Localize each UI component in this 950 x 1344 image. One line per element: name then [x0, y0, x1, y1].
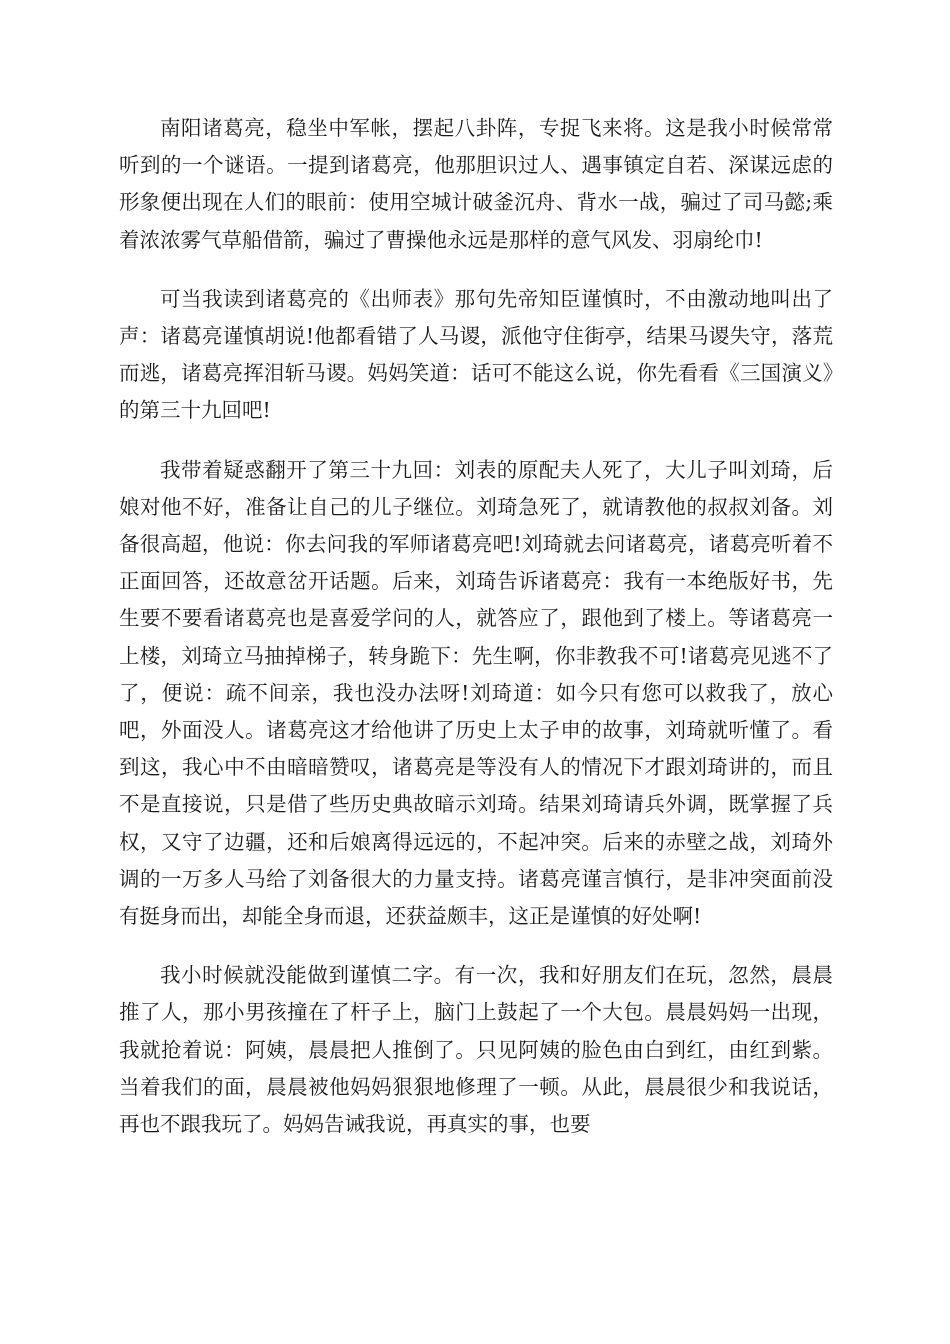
- paragraph-2: 可当我读到诸葛亮的《出师表》那句先帝知臣谨慎时，不由激动地叫出了声：诸葛亮谨慎胡说!他都看错了人马谡，派他守住街亭，结果马谡失守，落荒而逃，诸葛亮挥泪斩马谡。妈妈笑道：话可不能这么说，你先看看《三国演义》的第三十九回吧!: [119, 286, 833, 423]
- paragraph-3: 我带着疑惑翻开了第三十九回：刘表的原配夫人死了，大儿子叫刘琦，后娘对他不好，准备让自己的儿子继位。刘琦急死了，就请教他的叔叔刘备。刘备很高超，他说：你去问我的军师诸葛亮吧!刘琦就去问诸葛亮，诸葛亮听着不正面回答，还故意岔开话题。后来，刘琦告诉诸葛亮：我有一本绝版好书，先生要不要看诸葛亮也是喜爱学问的人，就答应了，跟他到了楼上。等诸葛亮一上楼，刘琦立马抽掉梯子，转身跪下：先生啊，你非教我不可!诸葛亮见逃不了了，便说：疏不间亲，我也没办法呀!刘琦道：如今只有您可以救我了，放心吧，外面没人。诸葛亮这才给他讲了历史上太子申的故事，刘琦就听懂了。看到这，我心中不由暗暗赞叹，诸葛亮是等没有人的情况下才跟刘琦讲的，而且不是直接说，只是借了些历史典故暗示刘琦。结果刘琦请兵外调，既掌握了兵权，又守了边疆，还和后娘离得远远的，不起冲突。后来的赤壁之战，刘琦外调的一万多人马给了刘备很大的力量支持。诸葛亮谨言慎行，是非冲突面前没有挺身而出，却能全身而退，还获益颇丰，这正是谨慎的好处啊!: [119, 457, 833, 929]
- paragraph-1: 南阳诸葛亮，稳坐中军帐，摆起八卦阵，专捉飞来将。这是我小时候常常听到的一个谜语。一提到诸葛亮，他那胆识过人、遇事镇定自若、深谋远虑的形象便出现在人们的眼前：使用空城计破釜沉舟、背水一战，骗过了司马懿;乘着浓浓雾气草船借箭，骗过了曹操他永远是那样的意气风发、羽扇纶巾!: [119, 116, 833, 252]
- paragraph-4: 我小时候就没能做到谨慎二字。有一次，我和好朋友们在玩，忽然，晨晨推了人，那小男孩撞在了杆子上，脑门上鼓起了一个大包。晨晨妈妈一出现，我就抢着说：阿姨，晨晨把人推倒了。只见阿姨的脸色由白到红，由红到紫。当着我们的面，晨晨被他妈妈狠狠地修理了一顿。从此，晨晨很少和我说话，再也不跟我玩了。妈妈告诫我说，再真实的事，也要: [119, 963, 833, 1137]
- document-body: [119, 110, 833, 1165]
